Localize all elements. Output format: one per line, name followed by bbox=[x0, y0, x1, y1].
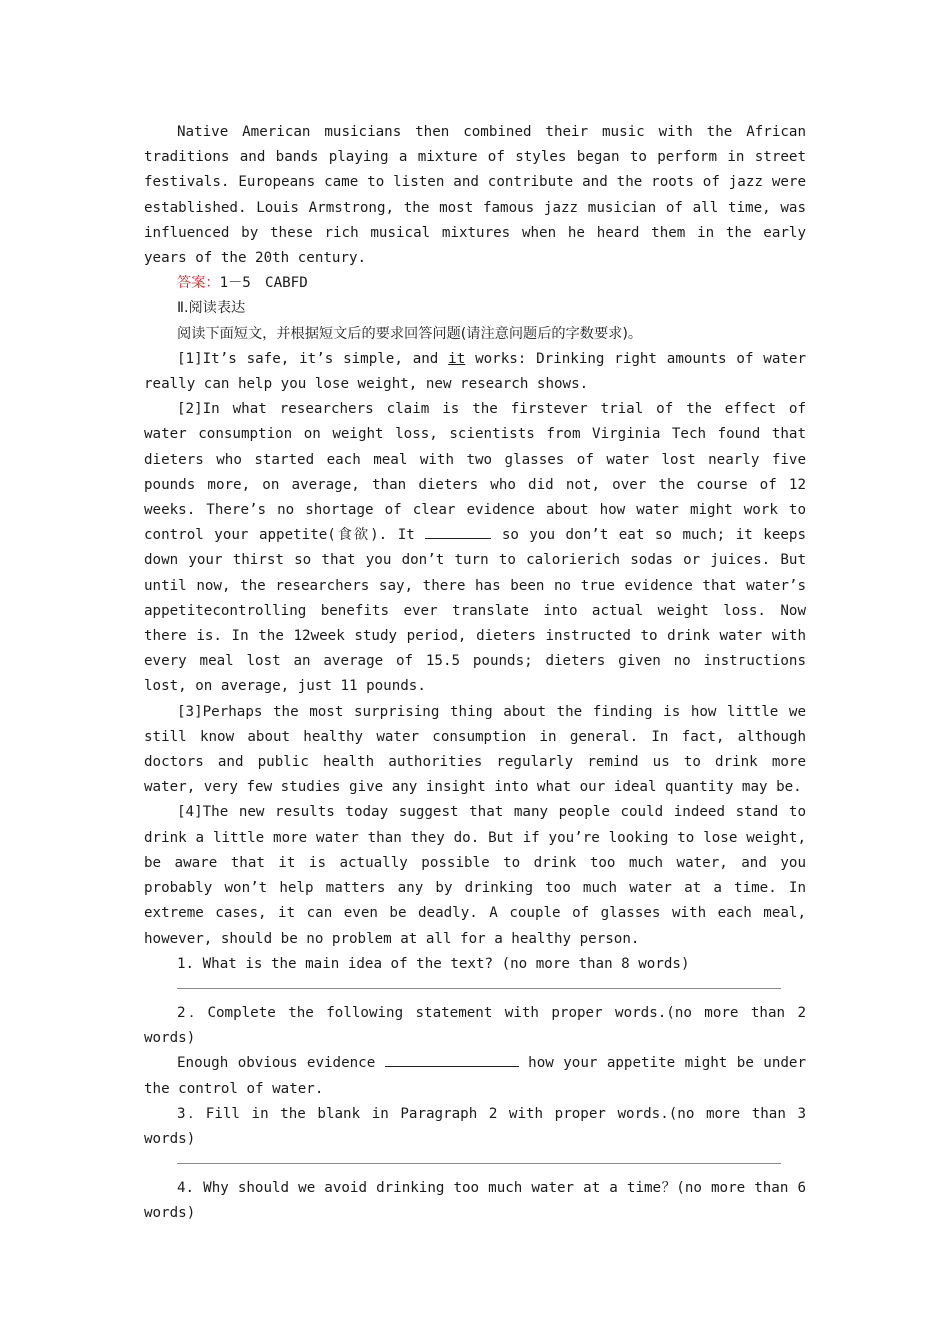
paragraph-2-blank[interactable] bbox=[425, 524, 491, 539]
paragraph-2-text-b: so you don’t eat so much; it keeps down your thirst so that you don’t turn to calorierich sodas or juices. But until now, the researchers say, there has been no true evidence that water’s appetitecontrolling benefits ever translate into actual weight loss. Now there is. In the 12week study period, dieters instructed to drink water with every meal lost an average of 15.5 pounds; dieters given no instructions lost, on average, just 11 pounds. bbox=[144, 527, 806, 695]
section-title: Ⅱ.阅读表达 bbox=[177, 300, 246, 317]
question-2-statement-a: Enough obvious evidence bbox=[177, 1055, 385, 1072]
paragraph-4: [4]The new results today suggest that many people could indeed stand to drink a little more water than they do. But if you’re looking to lose weight, be aware that it is actually possible to drink too much water, and you probably won’t help matters any by drinking too much water at a time. In extreme cases, it can even be deadly. A couple of glasses with each meal, however, should be no problem at all for a healthy person. bbox=[144, 804, 806, 947]
paragraph-2-text-a: [2]In what researchers claim is the firstever trial of the effect of water consumption on weight loss, scientists from Virginia Tech found that dieters who started each meal with two glasses of water lost nearly five pounds more, on average, than dieters who did not, over the course of 12 weeks. There’s no shortage of clear evidence about how water might work to control your appetite(食欲). It bbox=[144, 401, 806, 544]
answer-value: 1－5 CABFD bbox=[219, 275, 308, 292]
question-4: 4. Why should we avoid drinking too much water at a time？(no more than 6 words) bbox=[144, 1180, 806, 1222]
paragraph-1 bbox=[144, 347, 806, 397]
paragraph-1-text-b: works: Drinking right amounts of water really can help you lose weight, new research shows. bbox=[144, 350, 807, 393]
question-1: 1. What is the main idea of the text? (no more than 8 words) bbox=[177, 955, 690, 972]
paragraph-1-text-a: [1]It’s safe, it’s simple, and bbox=[177, 350, 449, 367]
answer-line-text bbox=[144, 271, 806, 296]
paragraph-3: [3]Perhaps the most surprising thing about the finding is how little we still know about healthy water consumption in general. In fact, although doctors and public health authorities regularly remind us to drink more water, very few studies give any insight into what our ideal quantity may be. bbox=[144, 703, 806, 796]
section-instruction: 阅读下面短文，并根据短文后的要求回答问题(请注意问题后的字数要求)。 bbox=[177, 325, 643, 342]
answer-label: 答案： bbox=[177, 275, 220, 292]
document-page bbox=[144, 120, 806, 1227]
question-2-blank[interactable] bbox=[385, 1052, 519, 1067]
question-3-answer-line[interactable] bbox=[177, 1163, 781, 1164]
question-2-statement bbox=[144, 1051, 806, 1101]
question-2-statement-b: how your appetite might be under the control of water. bbox=[144, 1055, 807, 1097]
question-1-answer-line[interactable] bbox=[177, 988, 781, 989]
question-2: 2．Complete the following statement with proper words.(no more than 2 words) bbox=[144, 1004, 806, 1047]
paragraph-2 bbox=[144, 397, 806, 699]
passage-ending-paragraph: Native American musicians then combined their music with the African traditions and bands playing a mixture of styles began to perform in street festivals. Europeans came to listen and contribute and the roots of jazz were established. Louis Armstrong, the most famous jazz musician of all time, was influenced by these rich musical mixtures when he heard them in the early years of the 20th century. bbox=[144, 124, 806, 267]
question-3: 3．Fill in the blank in Paragraph 2 with proper words.(no more than 3 words) bbox=[144, 1105, 806, 1147]
underlined-word-it: it bbox=[448, 350, 466, 367]
